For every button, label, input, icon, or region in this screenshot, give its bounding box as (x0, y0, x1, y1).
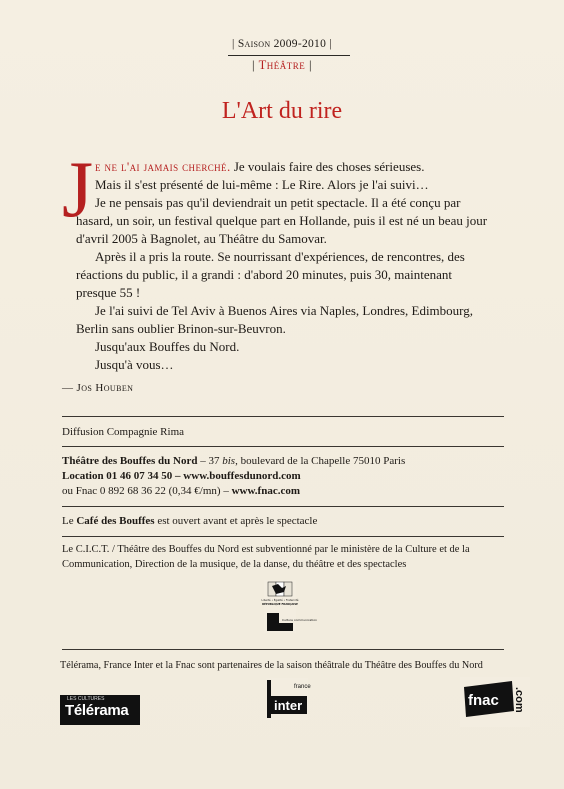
season-text: Saison 2009-2010 (237, 38, 327, 50)
subsidy-note: Le C.I.C.T. / Théâtre des Bouffes du Nord est subventionné par le ministère de la Culture et de la Communication, Direction de la musique, de la danse, du théâtre et des spectacles (62, 544, 470, 570)
fnac-wordmark: fnac (468, 692, 499, 709)
cafe-name: Café des Bouffes (76, 515, 155, 527)
paragraph-2: Je ne pensais pas qu'il deviendrait un petit spectacle. Il a été conçu par hasard, un soir, un festival quelque part en Hollande, puis il est né un beau jour d'avril 2005 à Bagnolet, au Théâtre du Samovar. (76, 195, 488, 246)
divider (62, 446, 504, 447)
line-2: Mais il s'est présenté de lui-même : Le Rire. Alors je l'ai suivi… (95, 177, 429, 192)
divider (62, 506, 504, 507)
venue-address-bis: bis (222, 455, 236, 467)
fnac-logo (460, 677, 530, 727)
venue-line (62, 454, 405, 469)
france-inter-top: france (294, 684, 311, 690)
paragraph-4: Je l'ai suivi de Tel Aviv à Buenos Aires via Naples, Londres, Edimbourg, Berlin sans oublier Brinon-sur-Beuvron. (76, 303, 474, 336)
page-title: L'Art du rire (221, 98, 343, 124)
lead-line (95, 158, 507, 176)
cafe-pre: Le (62, 515, 77, 527)
fnac-phone: ou Fnac 0 892 68 36 22 (0,34 €/mn) – (62, 485, 232, 497)
cafe-line (62, 514, 317, 529)
category-label: | Théâtre | (252, 58, 312, 72)
paragraph-6: Jusqu'à vous… (95, 357, 174, 372)
culture-text: Culture communication (282, 618, 318, 622)
drop-cap: J (62, 146, 94, 234)
fnac-site: www.fnac.com (231, 485, 301, 497)
france-inter-wordmark: inter (274, 698, 303, 713)
header-rule (228, 55, 350, 56)
culture-communication-logo (264, 611, 318, 633)
telerama-wordmark: Télérama (65, 702, 129, 719)
divider (62, 416, 504, 417)
venue-address-pre: – 37 (197, 455, 223, 467)
telerama-logo (60, 695, 140, 725)
author-signature: — Jos Houben (62, 382, 134, 394)
category-text: Théâtre (258, 58, 306, 72)
venue-address-post: , boulevard de la Chapelle 75010 Paris (235, 455, 406, 467)
body-text (76, 176, 488, 374)
paragraph-3: Après il a pris la route. Se nourrissant d'expériences, de rencontres, des réactions du public, il a grandi : d'abord 20 minutes, puis 30, maintenant presque 55 ! (76, 249, 465, 300)
diffusion-line: Diffusion Compagnie Rima (62, 426, 185, 438)
cafe-post: est ouvert avant et après le spectacle (154, 515, 318, 527)
partners-note: Télérama, France Inter et la Fnac sont partenaires de la saison théâtrale du Théâtre des Bouffes du Nord (60, 660, 483, 671)
rf-motto: Liberté • Égalité • Fraternité (261, 599, 299, 602)
paragraph-5: Jusqu'aux Bouffes du Nord. (95, 339, 240, 354)
divider (62, 536, 504, 537)
fnac-line (62, 484, 300, 499)
france-inter-logo (266, 678, 311, 720)
divider (62, 649, 504, 650)
season-label: | Saison 2009-2010 | (232, 38, 332, 50)
lead-rest: Je voulais faire des choses sérieuses. (230, 159, 425, 174)
lead-smallcaps: e ne l'ai jamais cherché. (95, 159, 231, 174)
rf-name: RÉPUBLIQUE FRANÇAISE (262, 603, 298, 606)
location-line: Location 01 46 07 34 50 – www.bouffesdunord.com (62, 470, 301, 482)
telerama-tagline: LES CULTURES (67, 696, 105, 702)
venue-name: Théâtre des Bouffes du Nord (62, 455, 198, 467)
fnac-com: .com (513, 687, 525, 713)
